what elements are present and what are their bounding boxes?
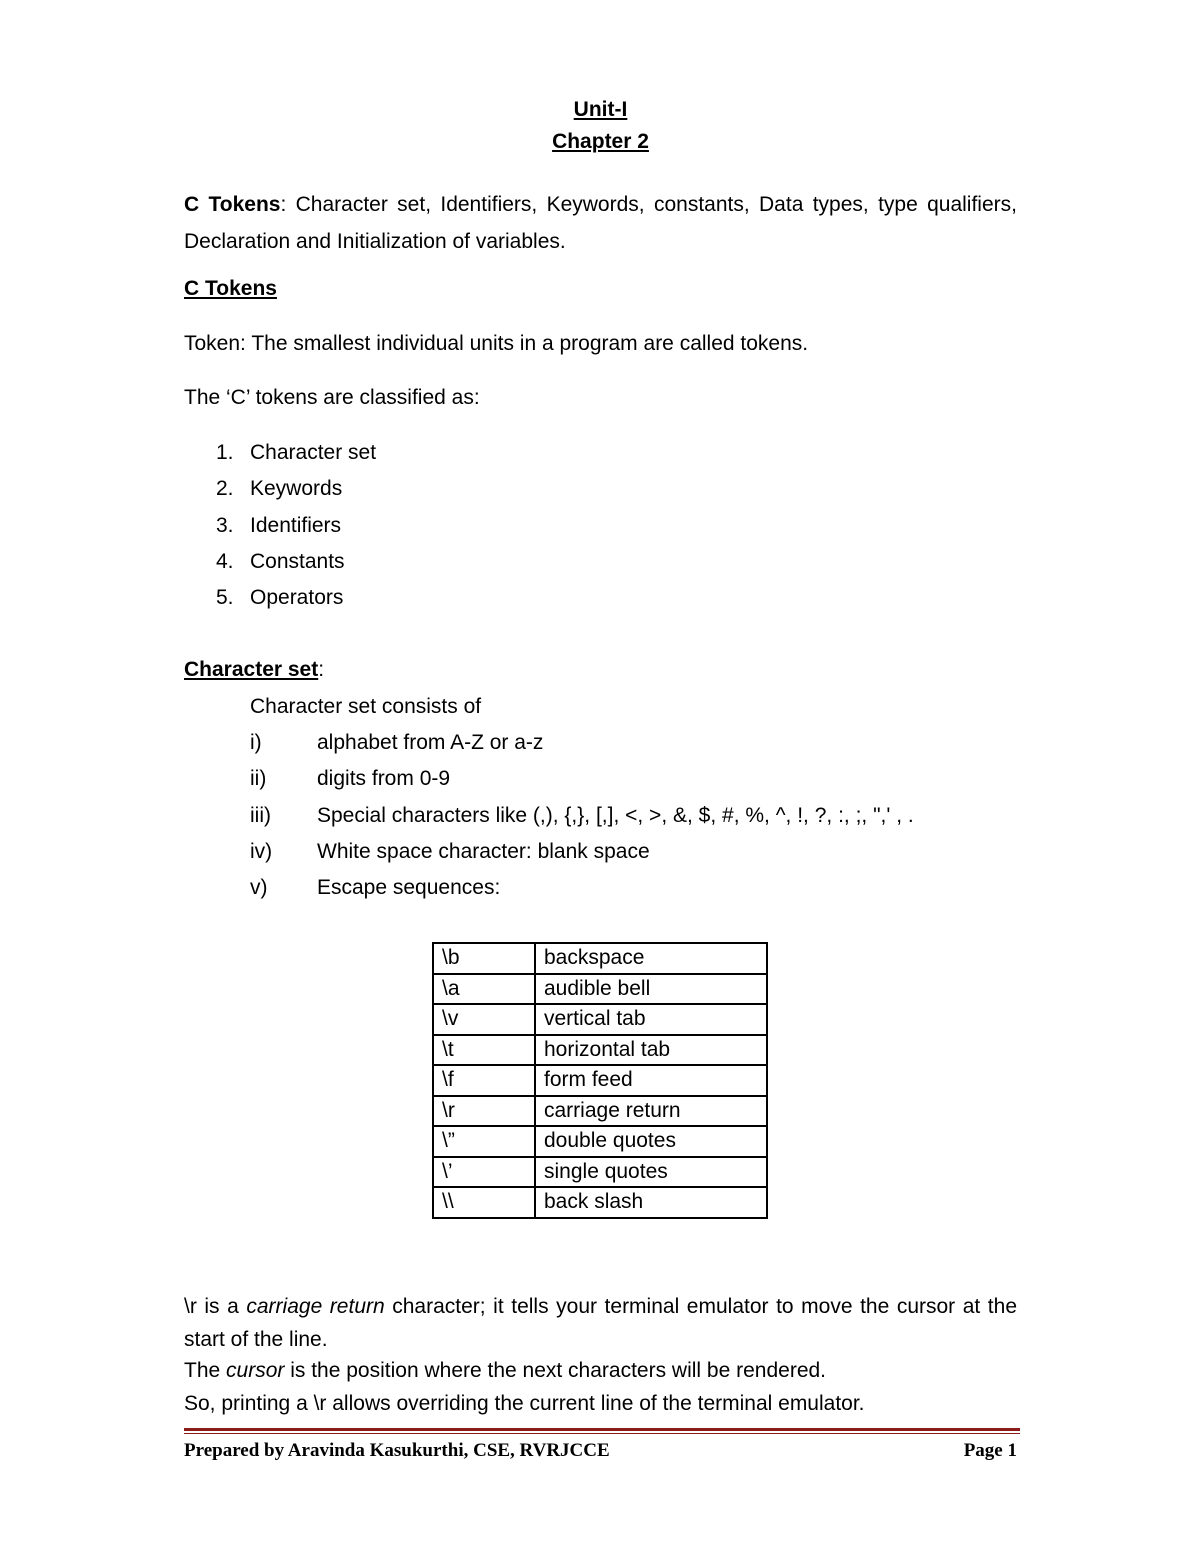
- footer-divider: [184, 1428, 1020, 1431]
- list-number: 3.: [216, 514, 234, 537]
- list-label: Character set: [250, 441, 377, 464]
- table-row: [433, 974, 767, 1005]
- charset-list-item: [250, 804, 914, 828]
- charset-list-item: [250, 767, 450, 791]
- tokens-classified-intro: The ‘C’ tokens are classified as:: [184, 386, 480, 409]
- table-row: [433, 1096, 767, 1127]
- unit-title: Unit-I: [573, 98, 628, 121]
- override-paragraph: [184, 1392, 865, 1416]
- table-row: [433, 943, 767, 974]
- cursor-paragraph: [184, 1359, 826, 1383]
- escape-code-cell: \\: [433, 1187, 535, 1218]
- escape-meaning-cell: double quotes: [535, 1126, 767, 1157]
- token-list-item: [216, 550, 345, 574]
- paragraph-text: character; it tells your terminal emulator to move the cursor at the start of the line.: [184, 1295, 1017, 1351]
- list-number: 2.: [216, 477, 234, 500]
- list-label: digits from 0-9: [317, 767, 451, 790]
- paragraph-text: is a: [196, 1295, 247, 1318]
- character-set-intro: Character set consists of: [250, 695, 482, 718]
- escape-code-cell: \a: [433, 974, 535, 1005]
- list-number: iv): [250, 840, 273, 863]
- syllabus-paragraph: [184, 186, 1017, 260]
- charset-list-item: [250, 840, 650, 864]
- escape-meaning-cell: form feed: [535, 1065, 767, 1096]
- token-list-item: [216, 477, 342, 501]
- escape-code-cell: \’: [433, 1157, 535, 1188]
- list-number: 4.: [216, 550, 234, 573]
- list-label: Operators: [250, 586, 344, 609]
- footer-divider-thin: [184, 1433, 1020, 1434]
- escape-meaning-cell: audible bell: [535, 974, 767, 1005]
- escape-meaning-cell: single quotes: [535, 1157, 767, 1188]
- heading-colon: :: [318, 658, 325, 681]
- escape-meaning-cell: back slash: [535, 1187, 767, 1218]
- syllabus-text: : Character set, Identifiers, Keywords, constants, Data types, type qualifiers, Declaration and Initialization of variables.: [184, 193, 1017, 253]
- table-row: [433, 1035, 767, 1066]
- token-list-item: [216, 586, 343, 610]
- paragraph-text: allows overriding the current line of the terminal emulator.: [326, 1392, 865, 1415]
- escape-meaning-cell: carriage return: [535, 1096, 767, 1127]
- list-label: White space character: blank space: [317, 840, 650, 863]
- list-number: 5.: [216, 586, 234, 609]
- list-number: 1.: [216, 441, 234, 464]
- italic-term: carriage return: [246, 1295, 385, 1318]
- charset-list-item: [250, 731, 543, 755]
- list-label: Constants: [250, 550, 345, 573]
- table-row: [433, 1187, 767, 1218]
- carriage-return-paragraph: [184, 1290, 1017, 1356]
- token-list-item: [216, 441, 376, 465]
- paragraph-text: So, printing a: [184, 1392, 314, 1415]
- charset-list-item: [250, 876, 500, 900]
- list-number: iii): [250, 804, 271, 827]
- footer-author: Prepared by Aravinda Kasukurthi, CSE, RVRJCCE: [184, 1440, 610, 1461]
- footer-page-number: Page 1: [963, 1440, 1017, 1461]
- paragraph-text: is the position where the next characters will be rendered.: [284, 1359, 827, 1382]
- escape-code-cell: \t: [433, 1035, 535, 1066]
- list-label: Escape sequences:: [317, 876, 501, 899]
- list-number: v): [250, 876, 268, 899]
- character-set-heading-line: [184, 658, 324, 682]
- escape-meaning-cell: vertical tab: [535, 1004, 767, 1035]
- list-label: Identifiers: [250, 514, 342, 537]
- list-label: Keywords: [250, 477, 343, 500]
- c-tokens-heading: C Tokens: [184, 277, 277, 300]
- escape-sequence-table: [432, 942, 768, 1219]
- token-list-item: [216, 514, 341, 538]
- list-label: alphabet from A-Z or a-z: [317, 731, 544, 754]
- table-row: [433, 1126, 767, 1157]
- document-page: [184, 0, 1017, 1553]
- escape-code-cell: \b: [433, 943, 535, 974]
- chapter-title: Chapter 2: [552, 130, 649, 153]
- escape-code-cell: \v: [433, 1004, 535, 1035]
- character-set-heading: Character set: [184, 658, 319, 681]
- list-label: Special characters like (,), {,}, [,], <, >, &, $, #, %, ^, !, ?, :, ;, ",' , .: [317, 804, 914, 827]
- list-number: ii): [250, 767, 267, 790]
- paragraph-text: The: [184, 1359, 227, 1382]
- escape-code-cell: \”: [433, 1126, 535, 1157]
- table-row: [433, 1065, 767, 1096]
- escape-meaning-cell: backspace: [535, 943, 767, 974]
- table-row: [433, 1157, 767, 1188]
- table-row: [433, 1004, 767, 1035]
- escape-code-cell: \r: [433, 1096, 535, 1127]
- escape-meaning-cell: horizontal tab: [535, 1035, 767, 1066]
- token-definition: Token: The smallest individual units in a program are called tokens.: [184, 332, 809, 355]
- inline-code: \r: [313, 1392, 327, 1415]
- inline-code: \r: [184, 1295, 197, 1318]
- italic-term: cursor: [226, 1359, 285, 1382]
- escape-code-cell: \f: [433, 1065, 535, 1096]
- syllabus-label: C Tokens: [184, 193, 281, 216]
- list-number: i): [250, 731, 262, 754]
